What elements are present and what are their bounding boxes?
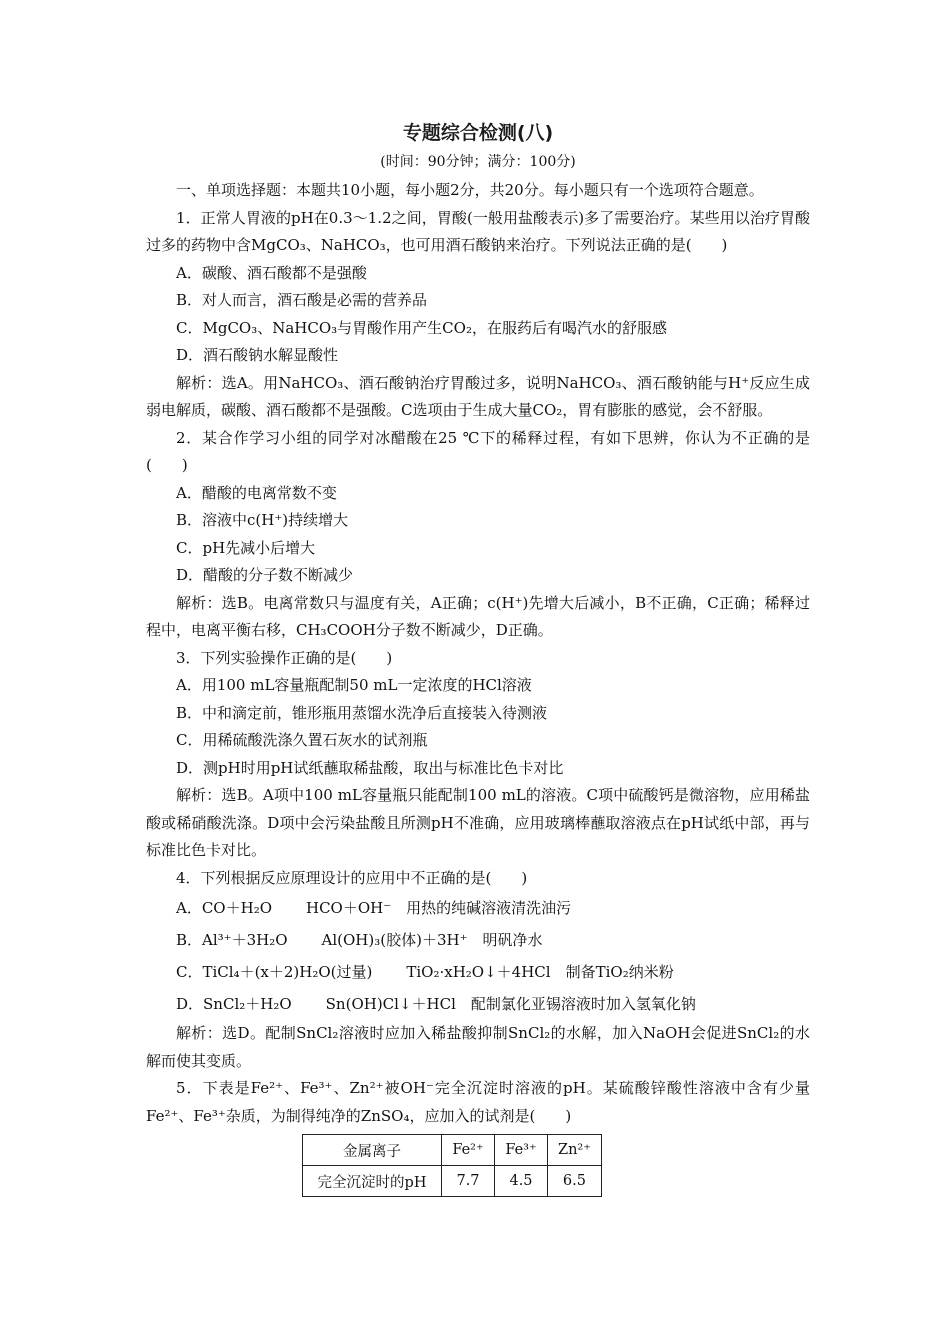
q3-option-b: B．中和滴定前，锥形瓶用蒸馏水洗净后直接装入待测液 [176, 703, 548, 722]
table-header-cell: Zn²⁺ [548, 1135, 602, 1166]
q4-c-use: 制备TiO₂纳米粉 [565, 963, 674, 981]
q4-option-c [146, 956, 810, 988]
table-header-row [303, 1135, 602, 1166]
q4-option-d [146, 988, 810, 1020]
q2-analysis: 解析：选B。电离常数只与温度有关，A正确；c(H⁺)先增大后减小，B不正确，C正确；稀释过程中，电离平衡右移，CH₃COOH分子数不断减少，D正确。 [146, 593, 810, 639]
table-header-cell: Fe³⁺ [495, 1135, 548, 1166]
q3-analysis: 解析：选B。A项中100 mL容量瓶只能配制100 mL的溶液。C项中硫酸钙是微溶物，应用稀盐酸或稀硝酸洗涤。D项中会污染盐酸且所测pH不准确，应用玻璃棒蘸取溶液点在pH试纸中部，再与标准比色卡对比。 [146, 786, 810, 859]
q3-option-a: A．用100 mL容量瓶配制50 mL一定浓度的HCl溶液 [176, 676, 532, 694]
q2-option-a: A．醋酸的电离常数不变 [176, 483, 337, 502]
q1-option-c: C．MgCO₃、NaHCO₃与胃酸作用产生CO₂，在服药后有喝汽水的舒服感 [176, 318, 667, 337]
q2-option-d: D．醋酸的分子数不断减少 [176, 566, 354, 584]
q1-option-b: B．对人而言，酒石酸是必需的营养品 [176, 291, 428, 309]
q4-option-b [146, 924, 810, 956]
section-heading: 一、单项选择题：本题共10小题，每小题2分，共20分。每小题只有一个选项符合题意。 [176, 181, 764, 199]
q4-a-reaction: A．CO＋H₂O [176, 899, 272, 917]
q1-option-d: D．酒石酸钠水解显酸性 [176, 346, 339, 364]
q5-stem: 5．下表是Fe²⁺、Fe³⁺、Zn²⁺被OH⁻完全沉淀时溶液的pH。某硫酸锌酸性溶液中含有少量Fe²⁺、Fe³⁺杂质，为制得纯净的ZnSO₄，应加入的试剂是( ) [146, 1079, 810, 1125]
q4-a-product: HCO＋OH⁻ [306, 899, 392, 917]
exam-info: (时间：90分钟；满分：100分) [380, 154, 576, 170]
q4-a-use: 用热的纯碱溶液清洗油污 [406, 899, 572, 917]
q4-d-reaction: D．SnCl₂＋H₂O [176, 995, 292, 1013]
q4-option-a [146, 892, 810, 924]
q1-stem: 1．正常人胃液的pH在0.3～1.2之间，胃酸(一般用盐酸表示)多了需要治疗。某些用以治疗胃酸过多的药物中含MgCO₃、NaHCO₃，也可用酒石酸钠来治疗。下列说法正确的是( ) [146, 208, 810, 254]
q4-b-use: 明矾净水 [482, 931, 543, 949]
table-header-cell: 金属离子 [303, 1135, 442, 1166]
q3-option-c: C．用稀硫酸洗涤久置石灰水的试剂瓶 [176, 731, 428, 749]
q4-c-reaction: C．TiCl₄＋(x＋2)H₂O(过量) [176, 963, 373, 981]
table-row [303, 1166, 602, 1197]
table-header-cell: Fe²⁺ [442, 1135, 495, 1166]
document-page [146, 118, 810, 1197]
table-cell: 4.5 [495, 1166, 548, 1197]
q4-b-reaction: B．Al³⁺＋3H₂O [176, 931, 288, 949]
q4-d-use: 配制氯化亚锡溶液时加入氢氧化钠 [470, 995, 696, 1013]
q4-c-product: TiO₂·xH₂O↓＋4HCl [406, 963, 551, 981]
q4-b-product: Al(OH)₃(胶体)＋3H⁺ [321, 931, 468, 949]
q4-d-product: Sn(OH)Cl↓＋HCl [325, 995, 456, 1013]
q4-analysis: 解析：选D。配制SnCl₂溶液时应加入稀盐酸抑制SnCl₂的水解，加入NaOH会促进SnCl₂的水解而使其变质。 [146, 1024, 810, 1070]
q2-option-b: B．溶液中c(H⁺)持续增大 [176, 511, 349, 529]
q2-stem: 2．某合作学习小组的同学对冰醋酸在25 ℃下的稀释过程，有如下思辨，你认为不正确的是( ) [146, 428, 810, 474]
table-cell: 完全沉淀时的pH [303, 1166, 442, 1197]
table-cell: 7.7 [442, 1166, 495, 1197]
q4-stem: 4．下列根据反应原理设计的应用中不正确的是( ) [176, 868, 528, 887]
table-cell: 6.5 [548, 1166, 602, 1197]
q3-stem: 3．下列实验操作正确的是( ) [176, 648, 393, 667]
q2-option-c: C．pH先减小后增大 [176, 538, 316, 557]
precipitation-ph-table [302, 1134, 602, 1197]
q3-option-d: D．测pH时用pH试纸蘸取稀盐酸，取出与标准比色卡对比 [176, 758, 564, 777]
page-title: 专题综合检测(八) [402, 122, 554, 144]
q1-analysis: 解析：选A。用NaHCO₃、酒石酸钠治疗胃酸过多，说明NaHCO₃、酒石酸钠能与H⁺反应生成弱电解质，碳酸、酒石酸都不是强酸。C选项由于生成大量CO₂，胃有膨胀的感觉，会不舒服。 [146, 373, 810, 419]
q1-option-a: A．碳酸、酒石酸都不是强酸 [176, 263, 367, 282]
